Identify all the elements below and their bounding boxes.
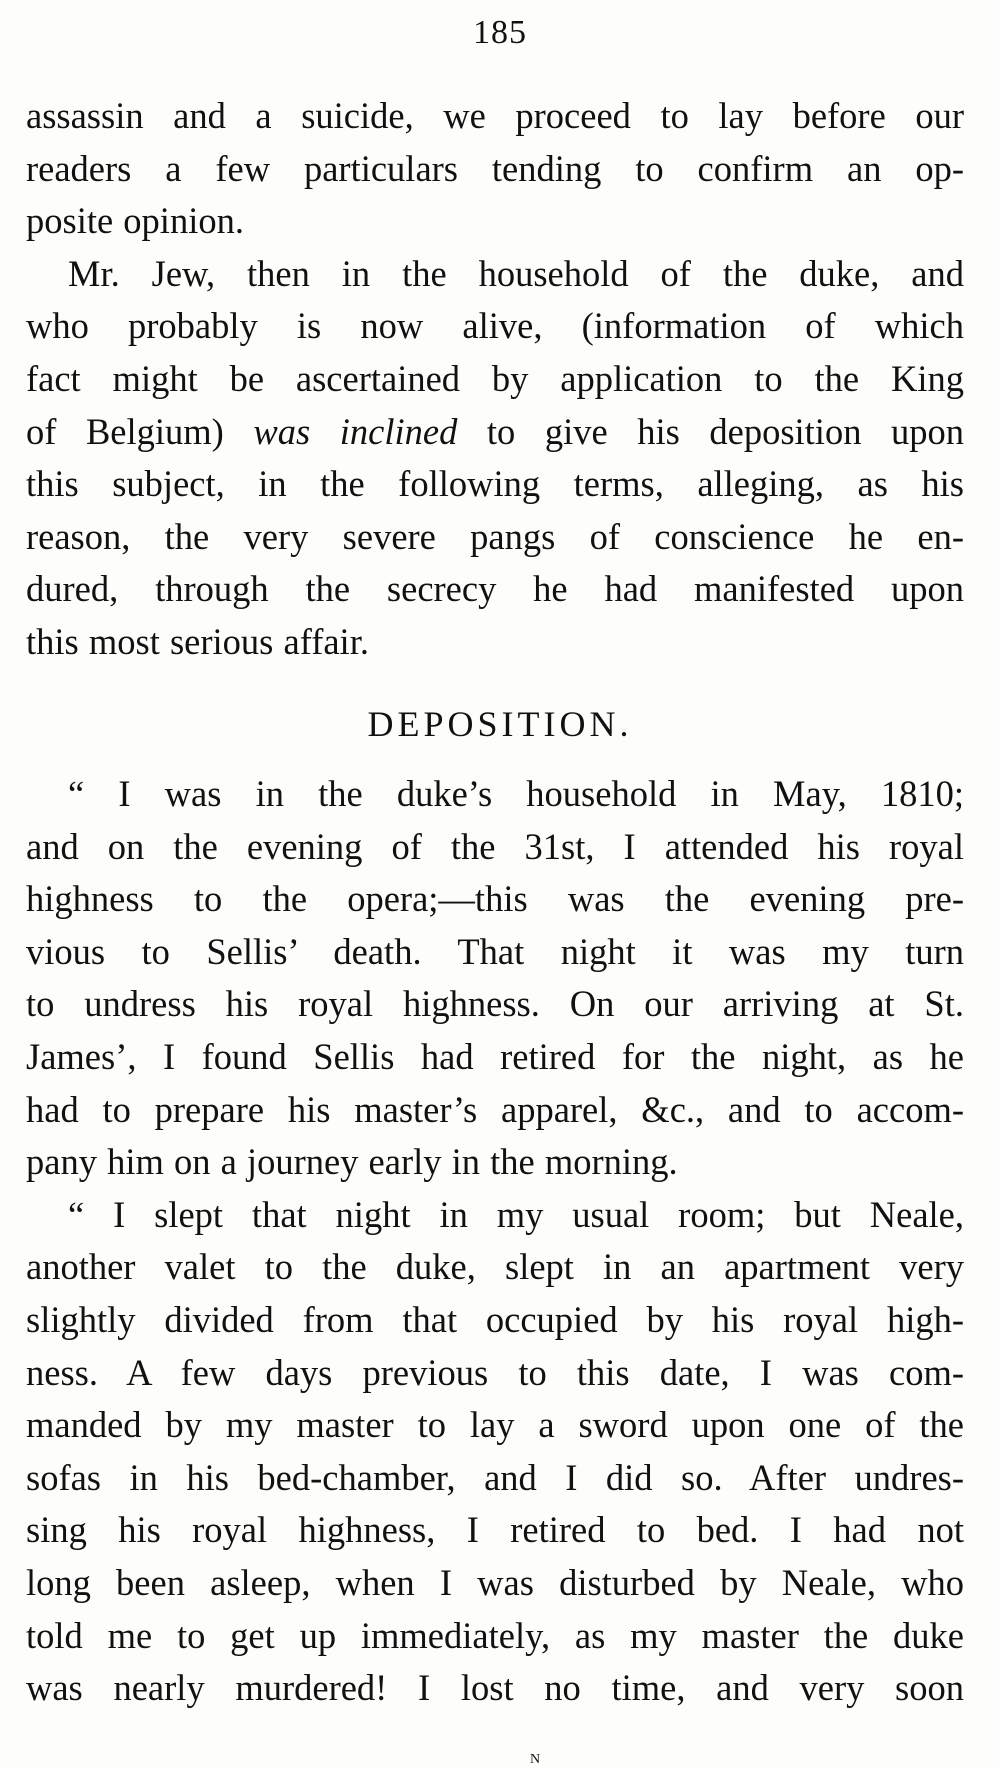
deposition-text [26,768,964,1715]
text-line: fact might be ascertained by application to the King [26,357,964,399]
text-line: ness. A few days previous to this date, I was com- [26,1351,964,1393]
text-segment: to give his deposition upon [457,410,964,452]
text-line: this most serious affair. [26,620,369,662]
section-heading: DEPOSITION. [367,704,633,744]
text-line: long been asleep, when I was disturbed by Neale, who [26,1561,964,1603]
text-line: slightly divided from that occupied by his royal high- [26,1298,964,1340]
text-line: pany him on a journey early in the morning. [26,1141,678,1183]
text-line: this subject, in the following terms, alleging, as his [26,463,964,505]
text-line: assassin and a suicide, we proceed to lay before our [26,95,964,136]
text-line: reason, the very severe pangs of conscience he en- [26,515,964,557]
text-line: “ I was in the duke’s household in May, 1810; [68,773,964,814]
text-line: told me to get up immediately, as my master the duke [26,1614,964,1656]
text-line: and on the evening of the 31st, I attended his royal [26,825,964,867]
text-line: sofas in his bed-chamber, and I did so. After undres- [26,1456,964,1498]
text-line: manded by my master to lay a sword upon one of the [26,1404,964,1446]
text-line: to undress his royal highness. On our arriving at St. [26,983,964,1025]
text-line: James’, I found Sellis had retired for the night, as he [26,1035,964,1077]
text-line: had to prepare his master’s apparel, &c., and to accom- [26,1088,964,1130]
text-line: another valet to the duke, slept in an apartment very [26,1246,964,1288]
italic-phrase: was inclined [253,410,458,452]
text-line: who probably is now alive, (information of which [26,305,964,347]
text-line: sing his royal highness, I retired to bed. I had not [26,1509,964,1551]
text-line: Mr. Jew, then in the household of the duke, and [68,252,964,294]
text-line: highness to the opera;—this was the evening pre- [26,878,964,920]
paragraphs-before-heading [26,90,964,669]
text-line-with-italic [26,406,964,459]
text-line: readers a few particulars tending to confirm an op- [26,147,964,189]
text-line: posite opinion. [26,200,244,242]
text-line: vious to Sellis’ death. That night it was my turn [26,930,964,972]
text-line: “ I slept that night in my usual room; but Neale, [68,1193,964,1235]
page-number: 185 [473,14,527,51]
text-segment: of Belgium) [26,410,254,452]
text-line: was nearly murdered! I lost no time, and very soon [26,1667,964,1709]
text-line: dured, through the secrecy he had manifested upon [26,568,964,610]
signature-mark: N [530,1752,541,1767]
